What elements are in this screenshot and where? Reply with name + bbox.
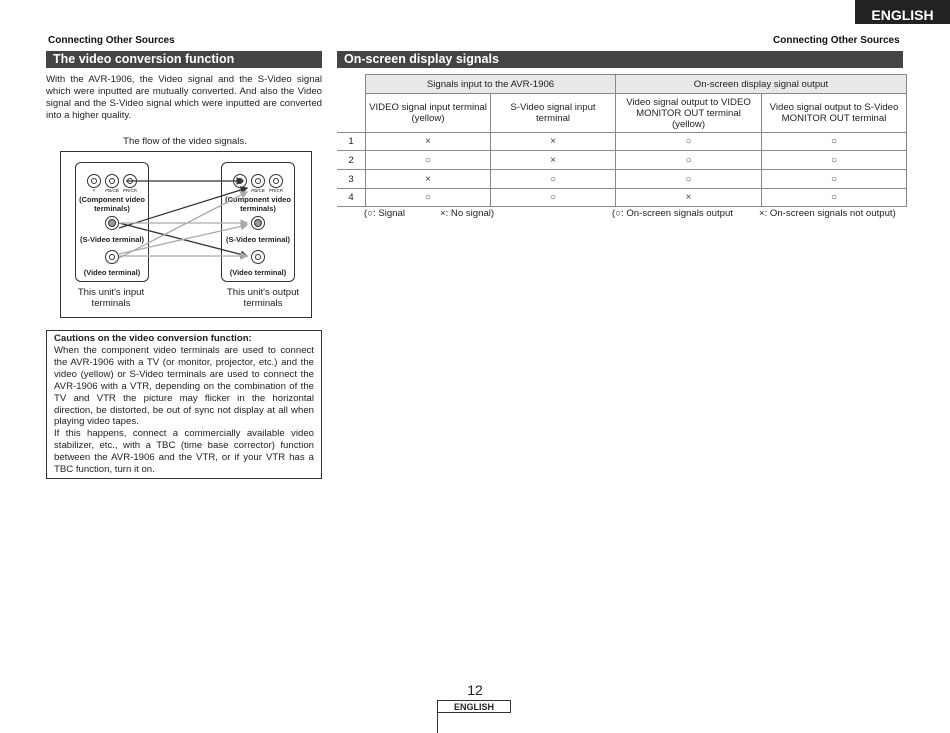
diagram-caption: The flow of the video signals. [123, 136, 247, 147]
legend-osd-not-output: ×: On-screen signals not output) [759, 208, 896, 219]
pr-jack-label: PR/CR [268, 188, 283, 193]
table-row [337, 170, 907, 189]
cell-mark: × [616, 189, 762, 207]
col-video-output: Video signal output to VIDEO MONITOR OUT terminal (yellow) [616, 94, 762, 133]
cell-mark: × [366, 170, 491, 189]
osd-signals-title: On-screen display signals [337, 51, 903, 68]
video-to-svideo-arrow [119, 225, 247, 254]
language-tab: ENGLISH [855, 0, 950, 24]
video-output-label: (Video terminal) [229, 268, 287, 277]
intro-paragraph: With the AVR-1906, the Video signal and the S-Video signal which were inputted are mutually converted. And also the Video signal and the S-Video signal which were inputted are converted into a higher quality. [46, 74, 322, 121]
cell-mark: ○ [762, 151, 907, 170]
header-osd-output: On-screen display signal output [616, 75, 907, 94]
caution-title: Cautions on the video conversion function: [54, 333, 252, 344]
col-svideo-input: S-Video signal input terminal [491, 94, 616, 133]
input-terminals-caption: This unit's input terminals [77, 287, 145, 309]
osd-signal-table [337, 74, 907, 207]
output-terminals-caption: This unit's output terminals [226, 287, 300, 309]
legend-osd-output: (○: On-screen signals output [612, 208, 733, 219]
video-to-component-arrow [119, 192, 247, 258]
table-row [337, 189, 907, 207]
header-signals-input: Signals input to the AVR-1906 [366, 75, 616, 94]
page-number: 12 [467, 682, 483, 698]
cell-mark: ○ [616, 133, 762, 151]
legend-no-signal: ×: No signal) [440, 208, 495, 219]
col-video-input: VIDEO signal input terminal (yellow) [366, 94, 491, 133]
video-input-label: (Video terminal) [83, 268, 141, 277]
svideo-to-component-arrow [119, 188, 247, 228]
component-input-label: (Component video terminals) [79, 195, 145, 213]
video-flow-diagram [60, 151, 312, 318]
cell-mark: ○ [491, 170, 616, 189]
cell-mark: ○ [616, 151, 762, 170]
row-number: 1 [337, 133, 366, 151]
footer-language-tab: ENGLISH [437, 700, 511, 713]
pr-jack-label: PR/CR [122, 188, 137, 193]
col-svideo-output: Video signal output to S-Video MONITOR OUT terminal [762, 94, 907, 133]
cell-mark: × [491, 133, 616, 151]
table-corner-lower [337, 94, 366, 133]
caution-box [46, 330, 322, 479]
cell-mark: ○ [366, 189, 491, 207]
caution-paragraph-2: If this happens, connect a commercially available video stabilizer, etc., with a TBC (time base corrector) function between the AVR-1906 and the VTR, or if your VTR has a TBC function, turn it on. [54, 428, 314, 476]
row-number: 2 [337, 151, 366, 170]
y-jack-label: Y [92, 188, 96, 193]
row-number: 3 [337, 170, 366, 189]
table-row [337, 133, 907, 151]
cell-mark: ○ [491, 189, 616, 207]
section-label-right: Connecting Other Sources [773, 35, 900, 46]
svideo-input-label: (S-Video terminal) [79, 235, 145, 244]
table-corner [337, 75, 366, 94]
section-label-left: Connecting Other Sources [48, 35, 175, 46]
video-conversion-title: The video conversion function [46, 51, 322, 68]
footer-divider [437, 713, 438, 733]
cell-mark: ○ [616, 170, 762, 189]
cell-mark: ○ [762, 170, 907, 189]
row-number: 4 [337, 189, 366, 207]
pb-jack-label: PB/CB [251, 188, 265, 193]
cell-mark: ○ [762, 189, 907, 207]
cell-mark: × [366, 133, 491, 151]
cell-mark: ○ [366, 151, 491, 170]
pb-jack-label: PB/CB [105, 188, 119, 193]
legend-signal: (○: Signal [364, 208, 405, 219]
cell-mark: × [491, 151, 616, 170]
svideo-output-label: (S-Video terminal) [225, 235, 291, 244]
table-row [337, 151, 907, 170]
caution-paragraph-1: When the component video terminals are used to connect the AVR-1906 with a TV (or monitor, projector, etc.) and the video (yellow) or S-Video terminals are used to connect the AVR-1906 with a VTR, depending on the combination of the TV and VTR the picture may flicker in the horizontal direction, be distorted, be out of sync not display at all when playing video tapes. [54, 345, 314, 428]
component-output-label: (Component video terminals) [225, 195, 291, 213]
cell-mark: ○ [762, 133, 907, 151]
